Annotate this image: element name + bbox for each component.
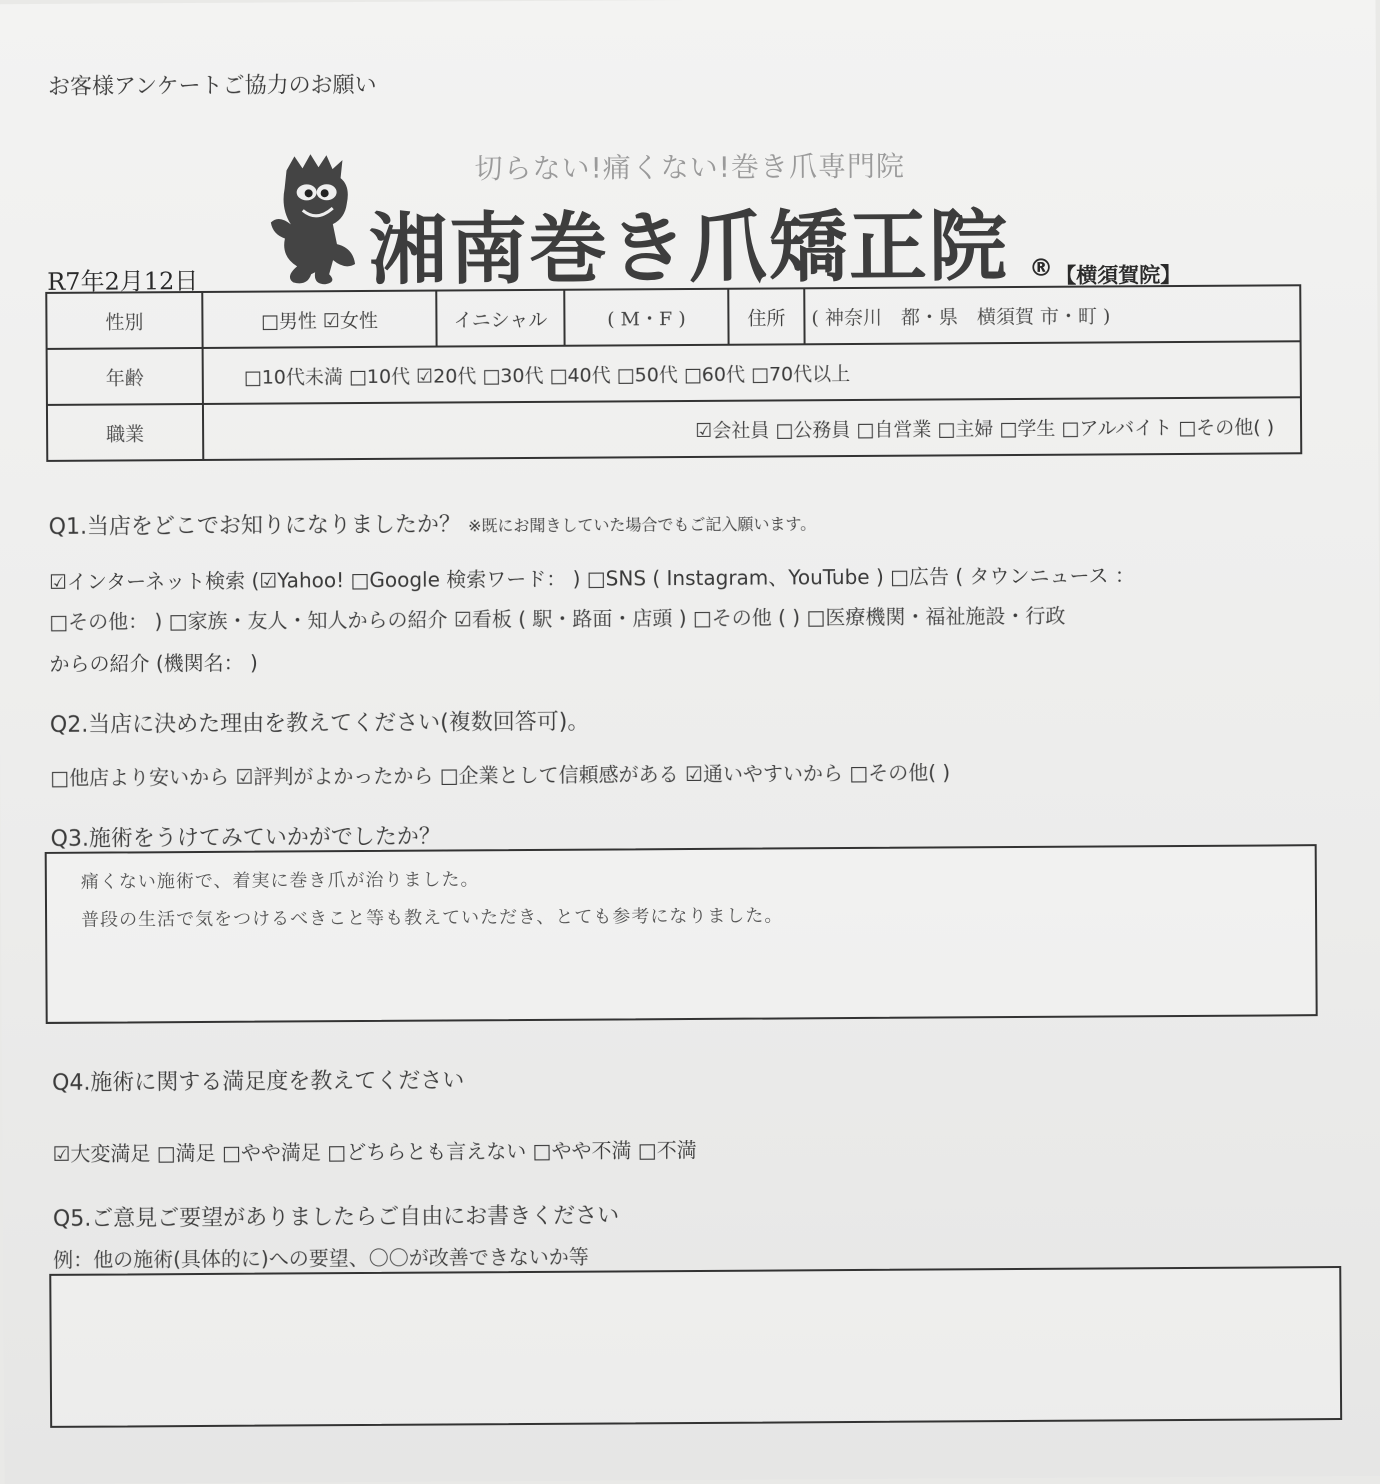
q4-options[interactable]: ☑大変満足 □満足 □やや満足 □どちらとも言えない □やや不満 □不満 (52, 1137, 697, 1166)
q1-question (49, 505, 817, 541)
q1-question-text: Q1.当店をどこでお知りになりましたか？ (48, 512, 462, 540)
initial-label: イニシャル (436, 290, 564, 347)
q3-answer-line1: 痛くない施術で、着実に巻き爪が治りました。 (80, 869, 480, 893)
q5-example: 例：他の施術(具体的に)への要望、〇〇が改善できないか等 (53, 1244, 589, 1272)
q1-note: ※既にお聞きしていた場合でもご記入願います。 (467, 514, 817, 536)
q5-answer-box[interactable] (49, 1266, 1342, 1428)
address-label: 住所 (728, 288, 804, 344)
q4-question: Q4.施術に関する満足度を教えてください (52, 1068, 465, 1096)
survey-date: R7年2月12日 (47, 266, 199, 296)
q1-options-line3[interactable]: からの紹介 (機関名： ) (49, 650, 258, 676)
age-options[interactable]: □10代未満 □10代 ☑20代 □30代 □40代 □50代 □60代 □70代以上 (203, 341, 1301, 404)
q2-question: Q2.当店に決めた理由を教えてください(複数回答可)。 (49, 709, 590, 738)
age-label: 年齢 (47, 348, 203, 405)
age-row (47, 341, 1301, 405)
address-field[interactable]: ( 神奈川 都・県 横須賀 市・町 ) (804, 285, 1300, 344)
q3-question: Q3.施術をうけてみていかがでしたか？ (50, 824, 441, 852)
job-label: 職業 (47, 404, 203, 461)
q3-answer-box[interactable] (45, 844, 1318, 1024)
gender-options[interactable]: □男性 ☑女性 (202, 291, 436, 348)
branch-name: 【横須賀院】 (1055, 262, 1182, 288)
q1-options-line1[interactable]: ☑インターネット検索 (☑Yahoo! □Google 検索ワード： ) □SNS ( Instagram、YouTube ) □広告 ( タウンニュース ： (48, 563, 1135, 594)
customer-info-table (45, 284, 1302, 462)
mascot-logo (266, 152, 367, 288)
job-options[interactable]: ☑会社員 □公務員 □自営業 □主婦 □学生 □アルバイト □その他( ) (203, 397, 1301, 460)
q5-question: Q5.ご意見ご要望がありましたらご自由にお書きください (52, 1203, 620, 1232)
q1-options-line2[interactable]: □その他： ) □家族・友人・知人からの紹介 ☑看板 ( 駅・路面・店頭 ) □その他 ( ) □医療機関・福祉施設・行政 (49, 603, 1066, 634)
q2-options[interactable]: □他店より安いから ☑評判がよかったから □企業として信頼感がある ☑通いやすいから □その他( ) (50, 760, 951, 790)
clinic-name: 湘南巻き爪矯正院 (368, 202, 1010, 296)
gender-label: 性別 (46, 292, 202, 349)
gender-row (46, 285, 1300, 349)
job-row (47, 397, 1301, 461)
survey-title: お客様アンケートご協力のお願い (47, 72, 377, 100)
q3-answer-line2: 普段の生活で気をつけるべきこと等も教えていただき、とても参考になりました。 (81, 905, 784, 931)
initial-field[interactable]: ( M・F ) (564, 289, 728, 346)
registered-mark: ® (1029, 253, 1054, 282)
clinic-tagline: 切らない!痛くない!巻き爪専門院 (474, 149, 906, 186)
